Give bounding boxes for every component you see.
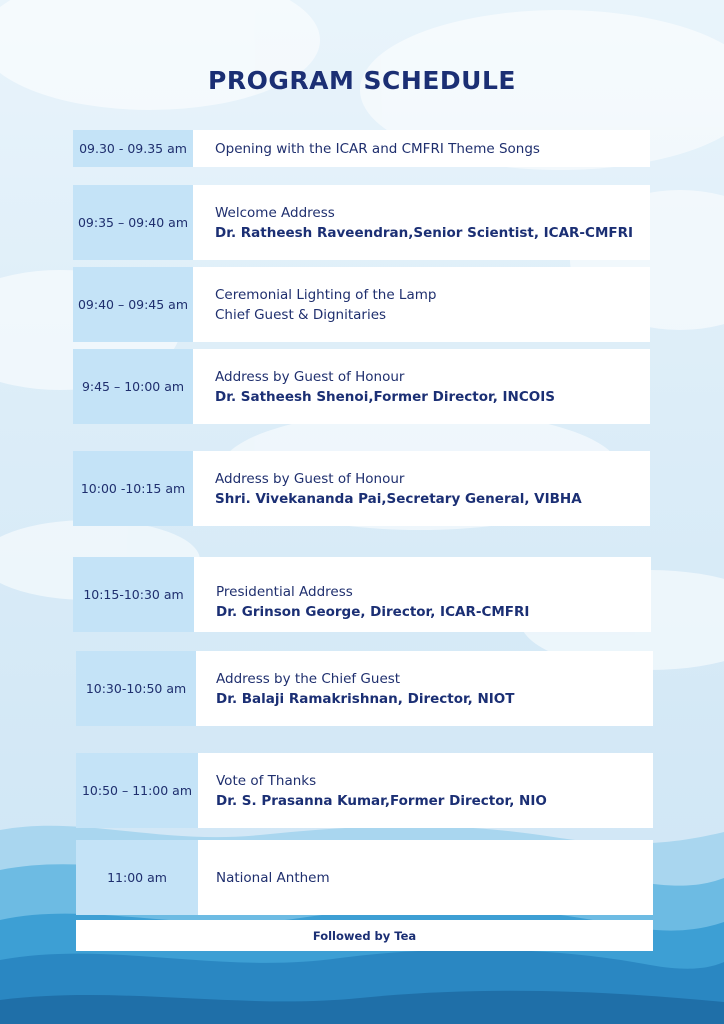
schedule-row [76,651,653,726]
schedule-speaker: Chief Guest & Dignitaries [215,306,387,323]
schedule-title: Address by Guest of Honour [215,470,405,487]
schedule-title: Vote of Thanks [216,772,317,789]
footer-note: Followed by Tea [76,920,653,951]
schedule-title: National Anthem [216,869,330,886]
schedule-title: Address by Guest of Honour [215,368,405,385]
schedule-row [73,349,650,424]
schedule-description [193,349,650,424]
schedule-title: Address by the Chief Guest [216,670,401,687]
schedule-description [196,651,653,726]
schedule-time: 10:15-10:30 am [73,557,194,632]
schedule-title: Opening with the ICAR and CMFRI Theme Songs [215,140,540,157]
schedule-title: Welcome Address [215,204,335,221]
schedule-time: 10:00 -10:15 am [73,451,193,526]
schedule-speaker: Dr. Grinson George, Director, ICAR-CMFRI [216,603,530,620]
schedule-description [198,753,653,828]
schedule-description [198,840,653,915]
schedule-description [193,130,650,167]
schedule-description [193,267,650,342]
schedule-speaker: Dr. Ratheesh Raveendran,Senior Scientist, ICAR-CMFRI [215,224,634,241]
schedule-speaker: Dr. S. Prasanna Kumar,Former Director, NIO [216,792,547,809]
schedule-row [73,185,650,260]
schedule-description [194,557,651,632]
schedule-speaker: Dr. Balaji Ramakrishnan, Director, NIOT [216,690,515,707]
schedule-description [193,185,650,260]
schedule-title: Presidential Address [216,583,353,600]
schedule-time: 9:45 – 10:00 am [73,349,193,424]
page-title: PROGRAM SCHEDULE [208,66,516,95]
schedule-row [73,557,651,632]
schedule-time: 09:35 – 09:40 am [73,185,193,260]
schedule-description [193,451,650,526]
schedule-time: 09.30 - 09.35 am [73,130,193,167]
schedule-time: 11:00 am [76,840,198,915]
schedule-speaker: Dr. Satheesh Shenoi,Former Director, INCOIS [215,388,555,405]
schedule-row [73,267,650,342]
schedule-time: 10:50 – 11:00 am [76,753,198,828]
schedule-title: Ceremonial Lighting of the Lamp [215,286,437,303]
schedule-row [76,840,653,915]
schedule-time: 10:30-10:50 am [76,651,196,726]
schedule-speaker: Shri. Vivekananda Pai,Secretary General, VIBHA [215,490,582,507]
schedule-time: 09:40 – 09:45 am [73,267,193,342]
schedule-row [73,451,650,526]
schedule-row [73,130,650,167]
schedule-row [76,753,653,828]
